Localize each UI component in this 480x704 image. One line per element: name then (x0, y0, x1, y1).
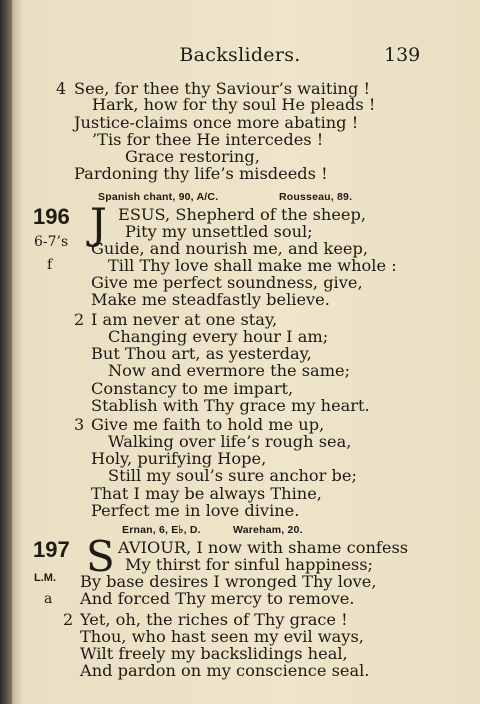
hymn-line: I am never at one stay, (91, 310, 278, 329)
composer-name: Wareham, 20. (233, 524, 303, 536)
hymn-line: Now and evermore the same; (108, 361, 351, 380)
hymn-line: Guide, and nourish me, and keep, (91, 239, 369, 258)
hymn-line: Grace restoring, (125, 147, 260, 166)
book-gutter (0, 0, 12, 704)
hymn-line: Thou, who hast seen my evil ways, (80, 627, 364, 646)
dynamic-marking: f (47, 257, 53, 273)
hymn-line: ’Tis for thee He intercedes ! (92, 130, 324, 149)
hymn-line: Pardoning thy life’s misdeeds ! (74, 164, 328, 183)
hymn-line: My thirst for sinful happiness; (125, 555, 373, 574)
hymn-line: Stablish with Thy grace my heart. (91, 396, 370, 415)
hymn-line: Make me steadfastly believe. (91, 290, 330, 309)
hymn-line: But Thou art, as yesterday, (91, 344, 312, 363)
hymn-line: Hark, how for thy soul He pleads ! (92, 95, 376, 114)
hymn-line: Holy, purifying Hope, (91, 449, 267, 468)
hymn-number: 197 (33, 537, 70, 562)
verse-number: 2 (74, 310, 85, 329)
page-number: 139 (384, 44, 421, 66)
hymn-line: And pardon on my conscience seal. (80, 661, 370, 680)
composer-name: Rousseau, 89. (279, 191, 353, 203)
verse-number: 4 (56, 79, 67, 98)
running-header-title: Backsliders. (179, 44, 301, 66)
hymn-line: Give me perfect soundness, give, (91, 273, 363, 292)
hymn-line: Walking over life’s rough sea, (108, 432, 352, 451)
hymn-line: Till Thy love shall make me whole : (108, 256, 397, 275)
hymn-line: Wilt freely my backslidings heal, (80, 644, 348, 663)
meter-label: 6-7’s (34, 234, 69, 250)
hymn-line: ESUS, Shepherd of the sheep, (118, 205, 366, 224)
hymn-line: Perfect me in love divine. (91, 501, 300, 520)
hymn-line: Pity my unsettled soul; (125, 222, 313, 241)
tune-name: Spanish chant, 90, A/C. (98, 191, 219, 203)
hymn-number: 196 (33, 204, 70, 229)
hymn-line: Changing every hour I am; (108, 327, 329, 346)
dynamic-marking: a (44, 591, 53, 607)
hymn-line: Justice-claims once more abating ! (74, 113, 359, 132)
hymn-line: And forced Thy mercy to remove. (80, 589, 355, 608)
verse-number: 2 (63, 610, 74, 629)
tune-name: Ernan, 6, E♭, D. (122, 524, 201, 536)
verse-number: 3 (74, 415, 85, 434)
hymn-line: Give me faith to hold me up, (91, 415, 325, 434)
hymn-line: Constancy to me impart, (91, 379, 294, 398)
hymn-line: By base desires I wronged Thy love, (80, 572, 377, 591)
hymn-line: That I may be always Thine, (91, 484, 322, 503)
hymn-line: Still my soul’s sure anchor be; (108, 466, 357, 485)
hymn-line: See, for thee thy Saviour’s waiting ! (74, 79, 370, 98)
meter-label: L.M. (34, 572, 56, 584)
hymn-line: AVIOUR, I now with shame confess (118, 538, 409, 557)
drop-cap: S (86, 532, 115, 581)
drop-cap: J (90, 199, 107, 248)
hymn-line: Yet, oh, the riches of Thy grace ! (80, 610, 348, 629)
